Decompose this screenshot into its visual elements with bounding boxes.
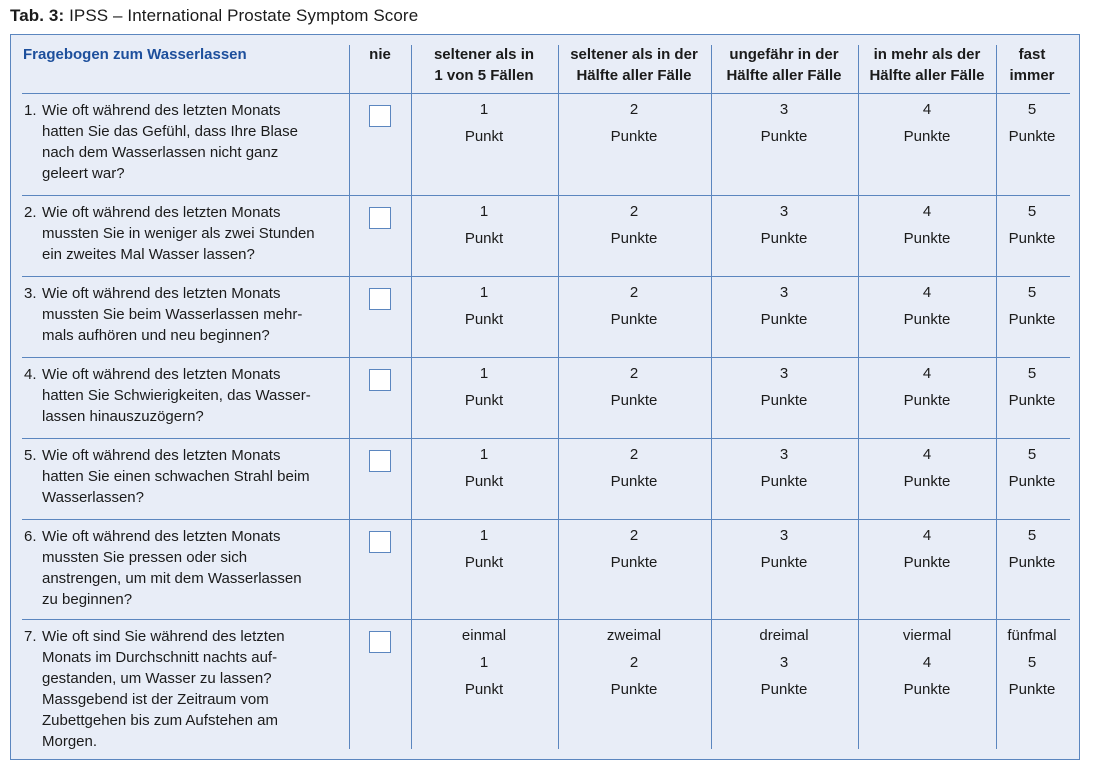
header-col-line: Hälfte aller Fälle [726,67,842,84]
answer-option[interactable] [857,96,997,150]
header-col-1 [351,44,409,92]
answer-option[interactable] [992,96,1072,150]
caption-title: IPSS – International Prostate Symptom Score [69,6,419,25]
answer-points-unit: Punkte [903,554,951,571]
answer-option[interactable] [414,622,554,703]
question-number: 7. [24,628,37,645]
answer-checkbox-nie[interactable] [369,105,391,127]
answer-points-unit: Punkte [1008,128,1056,145]
answer-option[interactable] [711,96,857,150]
answer-points-value: 3 [779,527,789,544]
answer-points-unit: Punkte [610,311,658,328]
question-line: hatten Sie Schwierigkeiten, das Wasser- [42,387,311,404]
answer-points-unit: Punkte [903,392,951,409]
row-divider [22,276,1070,277]
header-col-line: Hälfte aller Fälle [869,67,985,84]
header-col-line: seltener als in [433,46,535,63]
question-line: mussten Sie beim Wasserlassen mehr- [42,306,303,323]
question-line: Wasserlassen? [42,489,144,506]
header-col-line: nie [369,46,391,63]
answer-checkbox-nie[interactable] [369,369,391,391]
answer-option[interactable] [414,198,554,252]
answer-option[interactable] [414,522,554,576]
answer-points-value: 5 [1027,101,1037,118]
question-line: geleert war? [42,165,125,182]
question-line: hatten Sie einen schwachen Strahl beim [42,468,310,485]
answer-points-value: 4 [922,527,932,544]
question-line: mussten Sie in weniger als zwei Stunden [42,225,315,242]
answer-points-unit: Punkt [464,473,504,490]
header-col-line: 1 von 5 Fällen [434,67,534,84]
question-text [24,626,359,752]
answer-option[interactable] [414,96,554,150]
answer-points-unit: Punkt [464,392,504,409]
answer-points-value: 3 [779,654,789,671]
answer-option[interactable] [992,279,1072,333]
row-divider [22,357,1070,358]
answer-points-unit: Punkte [760,392,808,409]
answer-points-value: 3 [779,284,789,301]
answer-option[interactable] [857,198,997,252]
answer-option[interactable] [414,360,554,414]
question-number: 3. [24,285,37,302]
question-line: anstrengen, um mit dem Wasserlassen [42,570,302,587]
answer-points-value: 5 [1027,654,1037,671]
question-text [24,202,359,265]
answer-points-unit: Punkte [760,681,808,698]
answer-points-unit: Punkte [903,230,951,247]
answer-points-value: 1 [479,527,489,544]
answer-points-value: 4 [922,284,932,301]
question-line: mals aufhören und neu beginnen? [42,327,270,344]
header-col-line: immer [1009,67,1055,84]
answer-points-unit: Punkte [903,473,951,490]
answer-option[interactable] [711,360,857,414]
question-line: Massgebend ist der Zeitraum vom [42,691,269,708]
answer-points-unit: Punkte [760,554,808,571]
question-text [24,283,359,346]
answer-checkbox-nie[interactable] [369,288,391,310]
answer-option[interactable] [992,522,1072,576]
answer-frequency: zweimal [606,627,662,644]
question-line: lassen hinauszuzögern? [42,408,204,425]
question-line: Wie oft während des letzten Monats [42,528,281,545]
answer-checkbox-nie[interactable] [369,450,391,472]
question-text [24,100,359,184]
answer-points-unit: Punkte [610,128,658,145]
question-number: 2. [24,204,37,221]
answer-checkbox-nie[interactable] [369,631,391,653]
question-number: 4. [24,366,37,383]
answer-option[interactable] [992,441,1072,495]
column-divider [411,45,412,749]
answer-points-value: 4 [922,654,932,671]
answer-points-value: 2 [629,284,639,301]
table-caption [10,5,418,27]
answer-points-value: 1 [479,101,489,118]
question-line: zu beginnen? [42,591,133,608]
header-col-3 [559,44,709,92]
answer-points-value: 5 [1027,446,1037,463]
question-number: 5. [24,447,37,464]
answer-points-value: 1 [479,446,489,463]
header-question-col: Fragebogen zum Wasserlassen [23,46,247,63]
answer-points-unit: Punkte [760,128,808,145]
question-line: gestanden, um Wasser zu lassen? [42,670,272,687]
answer-option[interactable] [559,622,709,703]
answer-option[interactable] [711,622,857,703]
header-col-4 [711,44,857,92]
answer-frequency: dreimal [759,627,809,644]
row-divider [22,93,1070,94]
question-line: Wie oft während des letzten Monats [42,204,281,221]
answer-points-value: 4 [922,101,932,118]
question-line: Wie oft während des letzten Monats [42,285,281,302]
answer-points-value: 1 [479,284,489,301]
answer-points-value: 3 [779,101,789,118]
header-col-line: ungefähr in der [729,46,839,63]
answer-option[interactable] [711,198,857,252]
answer-points-value: 2 [629,654,639,671]
answer-points-value: 2 [629,527,639,544]
header-col-line: Hälfte aller Fälle [576,67,692,84]
header-col-line: fast [1018,46,1046,63]
question-line: Wie oft während des letzten Monats [42,366,281,383]
answer-points-unit: Punkte [903,128,951,145]
answer-points-value: 2 [629,365,639,382]
answer-option[interactable] [857,522,997,576]
question-text [24,364,359,427]
answer-points-unit: Punkte [1008,230,1056,247]
answer-points-unit: Punkt [464,128,504,145]
answer-points-unit: Punkte [610,681,658,698]
answer-points-value: 1 [479,654,489,671]
question-text [24,526,359,610]
answer-points-unit: Punkte [760,473,808,490]
answer-frequency: einmal [461,627,507,644]
answer-option[interactable] [559,360,709,414]
row-divider [22,619,1070,620]
question-line: Morgen. [42,733,98,750]
answer-option[interactable] [857,360,997,414]
answer-points-unit: Punkte [610,554,658,571]
answer-points-value: 4 [922,203,932,220]
answer-option[interactable] [414,441,554,495]
question-line: hatten Sie das Gefühl, dass Ihre Blase [42,123,298,140]
answer-points-unit: Punkte [903,311,951,328]
answer-option[interactable] [857,622,997,703]
answer-option[interactable] [857,279,997,333]
question-text [24,445,359,508]
answer-frequency: fünfmal [1007,627,1057,644]
ipss-table [10,34,1080,760]
row-divider [22,438,1070,439]
header-col-2 [414,44,554,92]
answer-checkbox-nie[interactable] [369,207,391,229]
answer-points-value: 5 [1027,527,1037,544]
question-line: Wie oft während des letzten Monats [42,102,281,119]
answer-points-unit: Punkte [610,473,658,490]
answer-points-unit: Punkte [1008,681,1056,698]
header-col-line: in mehr als der [873,46,981,63]
answer-points-unit: Punkte [903,681,951,698]
answer-option[interactable] [414,279,554,333]
answer-option[interactable] [992,198,1072,252]
answer-option[interactable] [711,441,857,495]
caption-label: Tab. 3: [10,6,65,25]
answer-points-unit: Punkte [760,230,808,247]
answer-option[interactable] [559,96,709,150]
answer-points-unit: Punkt [464,554,504,571]
answer-points-unit: Punkt [464,230,504,247]
answer-points-value: 1 [479,203,489,220]
answer-points-value: 5 [1027,365,1037,382]
answer-points-value: 3 [779,365,789,382]
answer-points-unit: Punkte [610,230,658,247]
answer-points-unit: Punkte [1008,554,1056,571]
answer-points-unit: Punkte [760,311,808,328]
question-number: 1. [24,102,37,119]
answer-points-unit: Punkte [610,392,658,409]
question-line: Monats im Durchschnitt nachts auf- [42,649,278,666]
answer-points-unit: Punkte [1008,392,1056,409]
question-line: mussten Sie pressen oder sich [42,549,248,566]
answer-points-value: 5 [1027,203,1037,220]
answer-points-value: 4 [922,446,932,463]
question-line: ein zweites Mal Wasser lassen? [42,246,255,263]
answer-points-value: 2 [629,203,639,220]
question-line: Wie oft während des letzten Monats [42,447,281,464]
header-col-line: seltener als in der [570,46,698,63]
answer-points-value: 3 [779,203,789,220]
answer-points-unit: Punkt [464,311,504,328]
row-divider [22,519,1070,520]
answer-frequency: viermal [902,627,952,644]
answer-option[interactable] [559,522,709,576]
question-line: Zubettgehen bis zum Aufstehen am [42,712,278,729]
answer-points-value: 2 [629,446,639,463]
answer-option[interactable] [857,441,997,495]
header-col-6 [992,44,1072,92]
answer-points-value: 1 [479,365,489,382]
answer-checkbox-nie[interactable] [369,531,391,553]
answer-points-unit: Punkte [1008,473,1056,490]
answer-points-value: 4 [922,365,932,382]
answer-points-value: 5 [1027,284,1037,301]
answer-option[interactable] [559,198,709,252]
question-line: Wie oft sind Sie während des letzten [42,628,285,645]
answer-option[interactable] [992,360,1072,414]
answer-option[interactable] [711,279,857,333]
header-col-5 [857,44,997,92]
answer-option[interactable] [992,622,1072,703]
answer-option[interactable] [711,522,857,576]
answer-option[interactable] [559,279,709,333]
answer-points-unit: Punkt [464,681,504,698]
answer-points-value: 2 [629,101,639,118]
question-number: 6. [24,528,37,545]
question-line: nach dem Wasserlassen nicht ganz [42,144,279,161]
answer-points-value: 3 [779,446,789,463]
answer-option[interactable] [559,441,709,495]
row-divider [22,195,1070,196]
answer-points-unit: Punkte [1008,311,1056,328]
